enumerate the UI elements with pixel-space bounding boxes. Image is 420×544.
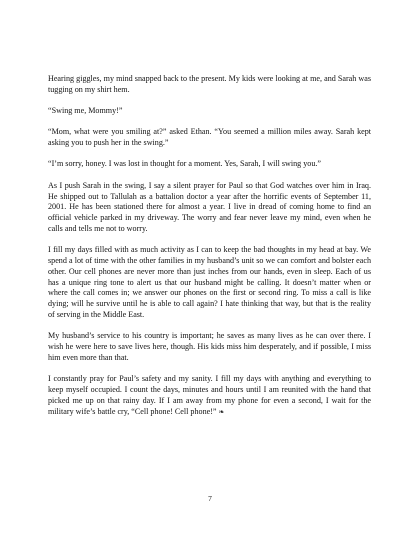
body-text — [48, 74, 371, 428]
end-ornament-icon: ❧ — [218, 407, 225, 416]
paragraph-2: “Swing me, Mommy!” — [48, 106, 123, 116]
paragraph-6: I fill my days filled with as much activity as I can to keep the bad thoughts in my head at bay. We spend a lot of time with the other families in my husband’s unit so we can comfort and bolster each other. Our cell phones are never more than just inches from our hands, even in sleep. Each of us has a unique ring tone to alert us that our husband might be calling. It doesn’t matter when or where the call comes in; we answer our phones on the first or second ring. To miss a call is like dying; will he survive until he is able to call again? I hate thinking that way, but that is the reality of serving in the Middle East. — [48, 245, 371, 320]
paragraph-4: “I’m sorry, honey. I was lost in thought for a moment. Yes, Sarah, I will swing you.” — [48, 159, 321, 169]
paragraph-3: “Mom, what were you smiling at?” asked Ethan. “You seemed a million miles away. Sarah kept asking you to push her in the swing.” — [48, 127, 371, 148]
page-number: 7 — [208, 494, 212, 503]
paragraph-8 — [48, 374, 371, 417]
paragraph-1: Hearing giggles, my mind snapped back to the present. My kids were looking at me, and Sarah was tugging on my shirt hem. — [48, 74, 371, 94]
paragraph-7: My husband’s service to his country is important; he saves as many lives as he can over there. I wish he were here to save lives here, though. His kids miss him desperately, and if possible, I miss him even more than that. — [48, 331, 371, 362]
paragraph-5: As I push Sarah in the swing, I say a silent prayer for Paul so that God watches over him in Iraq. He shipped out to Tallulah as a battalion doctor a year after the horrific events of September 11, 2001. He has been stationed there for almost a year. I live in dread of coming home to find an official vehicle parked in my driveway. The worry and fear never leave my mind, even when he calls and tells me not to worry. — [48, 180, 371, 233]
paragraph-8-text: I constantly pray for Paul’s safety and my sanity. I fill my days with anything and everything to keep myself occupied. I count the days, minutes and hours until I am reunited with the hand that picked me up on that rainy day. If I am away from my phone for even a second, I wait for the military wife’s battle cry, “Cell phone! Cell phone!” — [48, 374, 371, 416]
